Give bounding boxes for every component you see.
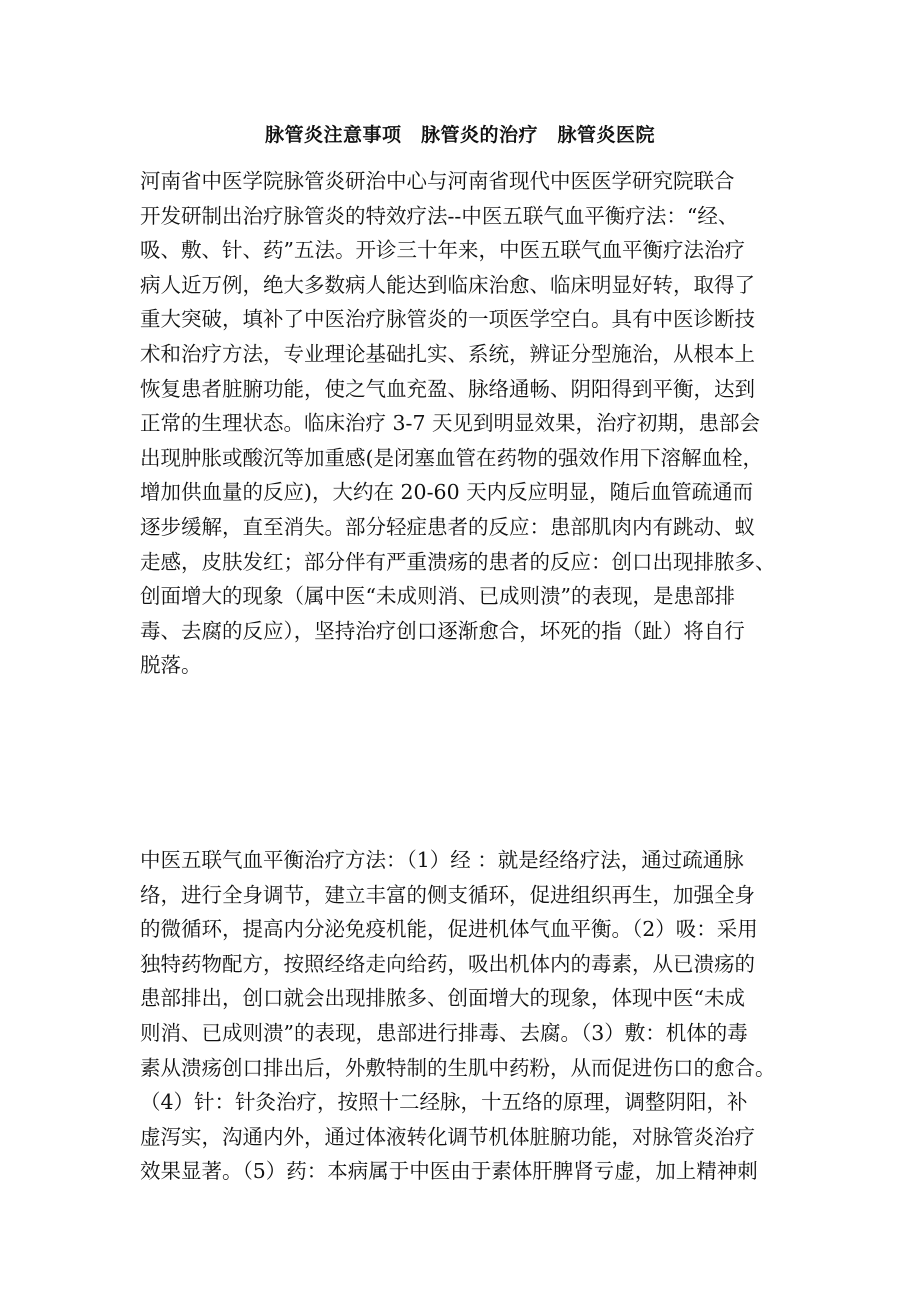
paragraph-line: 脱落。 <box>140 653 202 678</box>
paragraph-line: 中医五联气血平衡治疗方法：（1）经 ：就是经络疗法，通过疏通脉 <box>140 848 744 872</box>
paragraph-line: 恢复患者脏腑功能，使之气血充盈、脉络通畅、阴阳得到平衡，达到 <box>140 376 755 401</box>
paragraph-line: 逐步缓解，直至消失。部分轻症患者的反应：患部肌肉内有跳动、蚁 <box>140 514 755 539</box>
paragraph-line: 的微循环，提高内分泌免疫机能，促进机体气血平衡。（2）吸：采用 <box>140 917 758 942</box>
paragraph-line: 患部排出，创口就会出现排脓多、创面增大的现象，体现中医“未成 <box>140 986 745 1011</box>
paragraph-line: 吸、敷、针、药”五法。开诊三十年来，中医五联气血平衡疗法治疗 <box>140 238 745 263</box>
document-title: 脉管炎注意事项 脉管炎的治疗 脉管炎医院 <box>264 124 655 146</box>
paragraph-treatment-methods <box>140 843 800 1189</box>
paragraph-line: 出现肿胀或酸沉等加重感(是闭塞血管在药物的强效作用下溶解血栓， <box>140 445 763 470</box>
paragraph-line: 病人近万例，绝大多数病人能达到临床治愈、临床明显好转，取得了 <box>140 272 755 297</box>
paragraph-line: 则消、已成则溃”的表现，患部进行排毒、去腐。（3）敷：机体的毒 <box>140 1020 748 1045</box>
paragraph-line: 正常的生理状态。临床治疗 3-7 天见到明显效果，治疗初期，患部会 <box>140 411 761 436</box>
paragraph-line: 创面增大的现象（属中医“未成则消、已成则溃”的表现，是患部排 <box>140 584 735 609</box>
paragraph-line: 素从溃疡创口排出后，外敷特制的生肌中药粉，从而促进伤口的愈合。 <box>140 1055 776 1080</box>
paragraph-line: 术和治疗方法，专业理论基础扎实、系统，辨证分型施治，从根本上 <box>140 341 755 366</box>
paragraph-line: 增加供血量的反应)，大约在 20-60 天内反应明显，随后血管疏通而 <box>140 480 754 505</box>
paragraph-line: 效果显著。（5）药：本病属于中医由于素体肝脾肾亏虚，加上精神刺 <box>140 1159 758 1184</box>
paragraph-line: 河南省中医学院脉管炎研治中心与河南省现代中医医学研究院联合 <box>140 169 735 193</box>
paragraph-line: 走感，皮肤发红；部分伴有严重溃疡的患者的反应：创口出现排脓多、 <box>140 549 776 574</box>
paragraph-line: 络，进行全身调节，建立丰富的侧支循环，促进组织再生，加强全身 <box>140 882 755 907</box>
paragraph-line: 开发研制出治疗脉管炎的特效疗法--中医五联气血平衡疗法：“经、 <box>140 203 739 228</box>
paragraph-treatment-intro <box>140 164 800 683</box>
paragraph-line: 重大突破，填补了中医治疗脉管炎的一项医学空白。具有中医诊断技 <box>140 307 755 332</box>
paragraph-line: 独特药物配方，按照经络走向给药，吸出机体内的毒素，从已溃疡的 <box>140 951 755 976</box>
paragraph-line: 虚泻实，沟通内外，通过体液转化调节机体脏腑功能，对脉管炎治疗 <box>140 1124 755 1149</box>
paragraph-line: 毒、去腐的反应），坚持治疗创口逐渐愈合，坏死的指（趾）将自行 <box>140 618 745 643</box>
paragraph-line: （4）针：针灸治疗，按照十二经脉，十五络的原理，调整阴阳，补 <box>140 1090 748 1115</box>
